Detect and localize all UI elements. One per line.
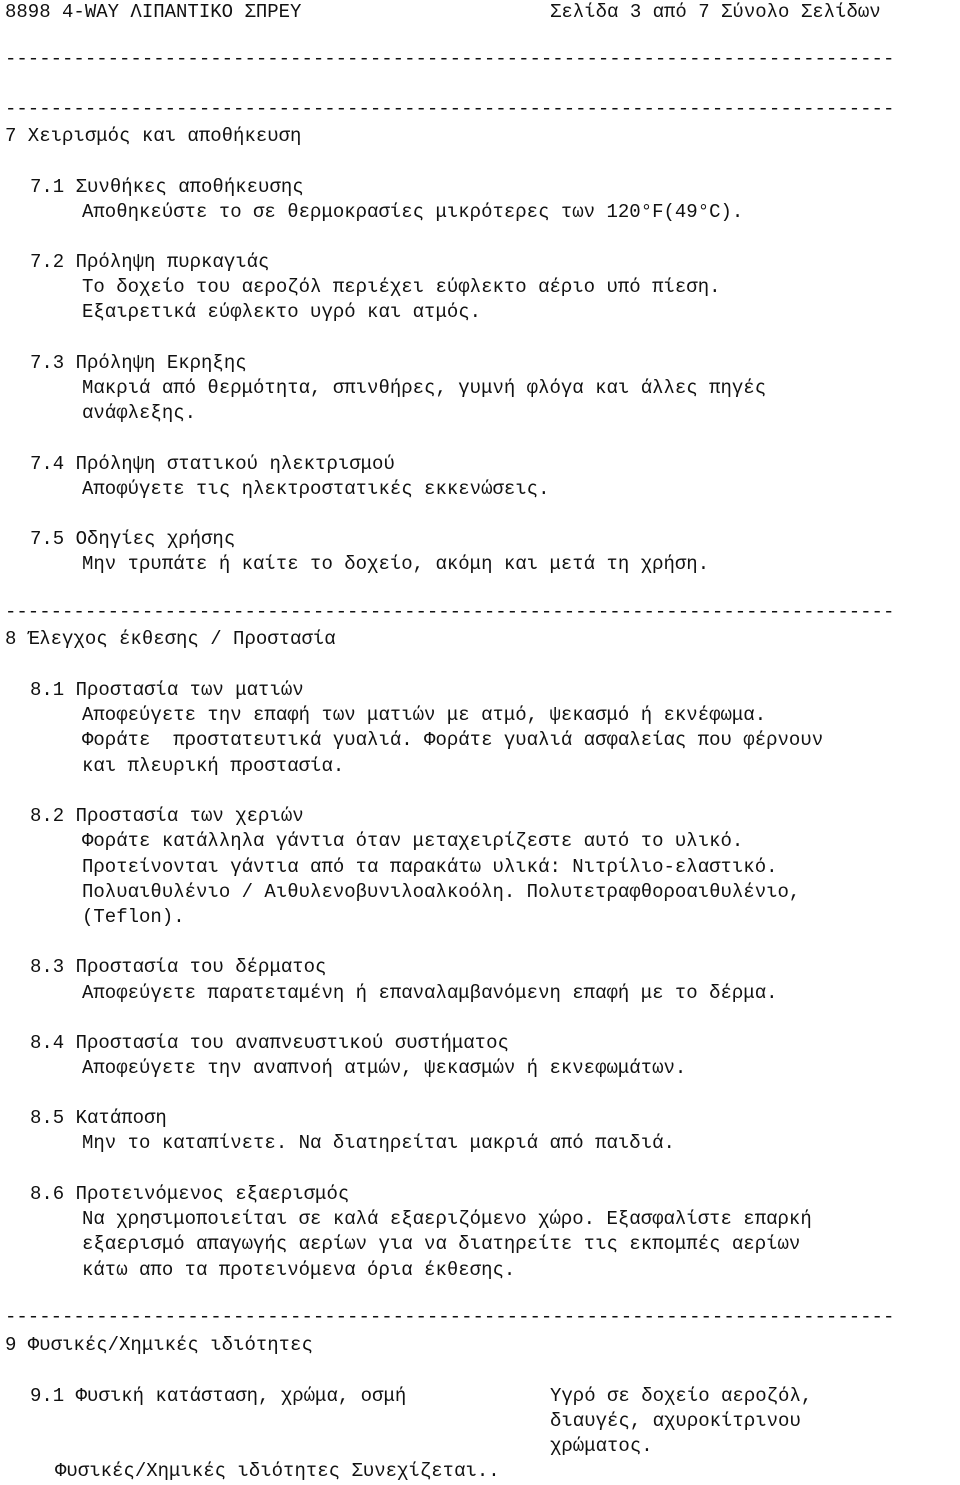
subsection-8-6-text: εξαερισμό απαγωγής αερίων για να διατηρείτε τις εκπομπές αερίων <box>82 1233 801 1255</box>
subsection-8-1-text: Φοράτε προστατευτικά γυαλιά. Φοράτε γυαλιά ασφαλείας που φέρνουν <box>82 729 824 751</box>
subsection-8-4-title: 8.4 Προστασία του αναπνευστικού συστήματος <box>30 1032 509 1054</box>
subsection-7-2-title: 7.2 Πρόληψη πυρκαγιάς <box>30 251 270 273</box>
separator: ------------------------------------------------------------------------------ <box>5 1306 895 1328</box>
separator: ------------------------------------------------------------------------------ <box>5 48 895 70</box>
subsection-8-6-text: Να χρησιμοποιείται σε καλά εξαεριζόμενο χώρο. Εξασφαλίστε επαρκή <box>82 1208 812 1230</box>
header-page-info: Σελίδα 3 από 7 Σύνολο Σελίδων <box>550 1 881 23</box>
subsection-8-1-text: Αποφεύγετε την επαφή των ματιών με ατμό, ψεκασμό ή εκνέφωμα. <box>82 704 767 726</box>
subsection-7-1-title: 7.1 Συνθήκες αποθήκευσης <box>30 176 304 198</box>
subsection-7-1-text: Αποθηκεύστε το σε θερμοκρασίες μικρότερες των 120°F(49°C). <box>82 201 744 223</box>
subsection-8-1-title: 8.1 Προστασία των ματιών <box>30 679 304 701</box>
subsection-7-2-text: Το δοχείο του αεροζόλ περιέχει εύφλεκτο αέριο υπό πίεση. <box>82 276 721 298</box>
subsection-8-5-text: Μην το καταπίνετε. Να διατηρείται μακριά από παιδιά. <box>82 1132 675 1154</box>
subsection-7-5-title: 7.5 Οδηγίες χρήσης <box>30 528 236 550</box>
subsection-7-3-text: ανάφλεξης. <box>82 402 197 424</box>
subsection-9-1-value: διαυγές, αχυροκίτρινου <box>550 1410 801 1432</box>
separator: ------------------------------------------------------------------------------ <box>5 98 895 120</box>
subsection-8-6-text: κάτω απο τα προτεινόμενα όρια έκθεσης. <box>82 1259 516 1281</box>
subsection-9-1-label: 9.1 Φυσική κατάσταση, χρώμα, οσμή <box>30 1385 407 1407</box>
subsection-8-6-title: 8.6 Προτεινόμενος εξαερισμός <box>30 1183 350 1205</box>
subsection-8-5-title: 8.5 Κατάποση <box>30 1107 167 1129</box>
subsection-8-2-text: Πολυαιθυλένιο / Αιθυλενοβυνιλοαλκοόλη. Πολυτετραφθοροαιθυλένιο, <box>82 881 801 903</box>
subsection-8-2-text: Προτείνονται γάντια από τα παρακάτω υλικά: Νιτρίλιο-ελαστικό. <box>82 856 778 878</box>
subsection-8-3-text: Αποφεύγετε παρατεταμένη ή επαναλαμβανόμενη επαφή με το δέρμα. <box>82 982 778 1004</box>
subsection-7-3-text: Μακριά από θερμότητα, σπινθήρες, γυμνή φλόγα και άλλες πηγές <box>82 377 767 399</box>
subsection-8-4-text: Αποφεύγετε την αναπνοή ατμών, ψεκασμών ή εκνεφωμάτων. <box>82 1057 687 1079</box>
subsection-8-3-title: 8.3 Προστασία του δέρματος <box>30 956 327 978</box>
section-7-title: 7 Χειρισμός και αποθήκευση <box>5 125 302 147</box>
subsection-8-1-text: και πλευρική προστασία. <box>82 755 345 777</box>
subsection-7-4-title: 7.4 Πρόληψη στατικού ηλεκτρισμού <box>30 453 395 475</box>
subsection-8-2-text: Φοράτε κατάλληλα γάντια όταν μεταχειρίζεστε αυτό το υλικό. <box>82 830 744 852</box>
subsection-8-2-title: 8.2 Προστασία των χεριών <box>30 805 304 827</box>
subsection-7-4-text: Αποφύγετε τις ηλεκτροστατικές εκκενώσεις. <box>82 478 550 500</box>
continued-note: Φυσικές/Χημικές ιδιότητες Συνεχίζεται.. <box>55 1460 500 1482</box>
subsection-9-1-value: Υγρό σε δοχείο αεροζόλ, <box>550 1385 813 1407</box>
section-9-title: 9 Φυσικές/Χημικές ιδιότητες <box>5 1334 313 1356</box>
subsection-9-1-value: χρώματος. <box>550 1435 653 1457</box>
subsection-8-2-text: (Teflon). <box>82 906 185 928</box>
separator: ------------------------------------------------------------------------------ <box>5 601 895 623</box>
header-product: 8898 4-WAY ΛΙΠΑΝΤΙΚΟ ΣΠΡΕΥ <box>5 1 302 23</box>
subsection-7-5-text: Μην τρυπάτε ή καίτε το δοχείο, ακόμη και μετά τη χρήση. <box>82 553 710 575</box>
subsection-7-3-title: 7.3 Πρόληψη Εκρηξης <box>30 352 247 374</box>
subsection-7-2-text: Εξαιρετικά εύφλεκτο υγρό και ατμός. <box>82 301 482 323</box>
section-8-title: 8 Έλεγχος έκθεσης / Προστασία <box>5 628 336 650</box>
